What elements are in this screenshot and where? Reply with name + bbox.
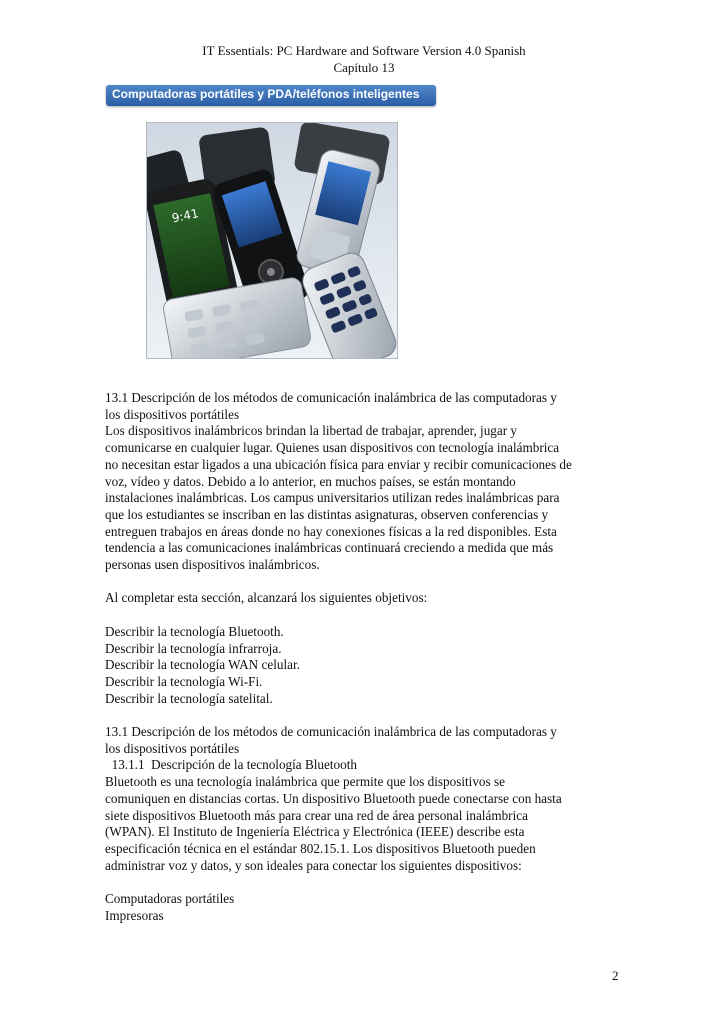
paragraph-2-line: comuniquen en distancias cortas. Un dispositivo Bluetooth puede conectarse con hasta (105, 790, 562, 806)
paragraph-1-line: voz, vídeo y datos. Debido a lo anterior, en muchos países, se están montando (105, 473, 516, 489)
section-1-title-line-2: los dispositivos portátiles (105, 406, 240, 422)
phones-illustration (147, 123, 397, 358)
document-body (105, 390, 630, 924)
subsection-title: 13.1.1 Descripción de la tecnología Bluetooth (105, 757, 357, 773)
paragraph-1-line: personas usen dispositivos inalámbricos. (105, 557, 320, 573)
paragraph-2-line: administrar voz y datos, y son ideales para conectar los siguientes dispositivos: (105, 857, 522, 873)
paragraph-1-line: comunicarse en cualquier lugar. Quienes usan dispositivos con tecnología inalámbrica (105, 440, 560, 456)
paragraph-2-line: especificación técnica en el estándar 802.15.1. Los dispositivos Bluetooth pueden (105, 840, 536, 856)
banner-title: Computadoras portátiles y PDA/teléfonos inteligentes (112, 87, 420, 101)
objective-item: Describir la tecnología Bluetooth. (105, 623, 284, 639)
objective-item: Describir la tecnología infrarroja. (105, 640, 282, 656)
chapter-banner (106, 85, 436, 106)
section-2-title-line-1: 13.1 Descripción de los métodos de comunicación inalámbrica de las computadoras y (105, 724, 557, 740)
device-item: Impresoras (105, 907, 164, 923)
section-1-title-line-1: 13.1 Descripción de los métodos de comunicación inalámbrica de las computadoras y (105, 390, 557, 405)
objective-item: Describir la tecnología WAN celular. (105, 657, 300, 673)
device-item: Computadoras portátiles (105, 891, 235, 907)
paragraph-1-line: entreguen trabajos en áreas donde no hay conexiones físicas a la red disponibles. Esta (105, 523, 557, 539)
page-number: 2 (612, 968, 619, 983)
paragraph-2-line: (WPAN). El Instituto de Ingeniería Eléctrica y Electrónica (IEEE) describe esta (105, 824, 525, 840)
objectives-intro: Al completar esta sección, alcanzará los siguientes objetivos: (105, 590, 428, 606)
paragraph-1-line: Los dispositivos inalámbricos brindan la libertad de trabajar, aprender, jugar y (105, 423, 518, 439)
objective-item: Describir la tecnología Wi-Fi. (105, 673, 263, 689)
header-chapter: Capítulo 13 (333, 60, 395, 75)
paragraph-1-line: no necesitan estar ligados a una ubicación física para enviar y recibir comunicaciones de (105, 456, 572, 472)
paragraph-2-line: siete dispositivos Bluetooth más para crear una red de área personal inalámbrica (105, 807, 528, 823)
section-2-title-line-2: los dispositivos portátiles (105, 740, 240, 756)
phone-clock-text: 9:41 (170, 206, 200, 226)
paragraph-1-line: que los estudiantes se inscriban en las distintas asignaturas, observen conferencias y (105, 506, 549, 522)
objective-item: Describir la tecnología satelital. (105, 690, 273, 706)
phones-photo (146, 122, 398, 359)
header-course-title: IT Essentials: PC Hardware and Software Version 4.0 Spanish (202, 43, 526, 58)
paragraph-1-line: tendencia a las comunicaciones inalámbricas continuará creciendo a medida que más (105, 540, 554, 556)
paragraph-2-line: Bluetooth es una tecnología inalámbrica que permite que los dispositivos se (105, 774, 505, 790)
paragraph-1-line: instalaciones inalámbricas. Los campus universitarios utilizan redes inalámbricas para (105, 490, 560, 506)
